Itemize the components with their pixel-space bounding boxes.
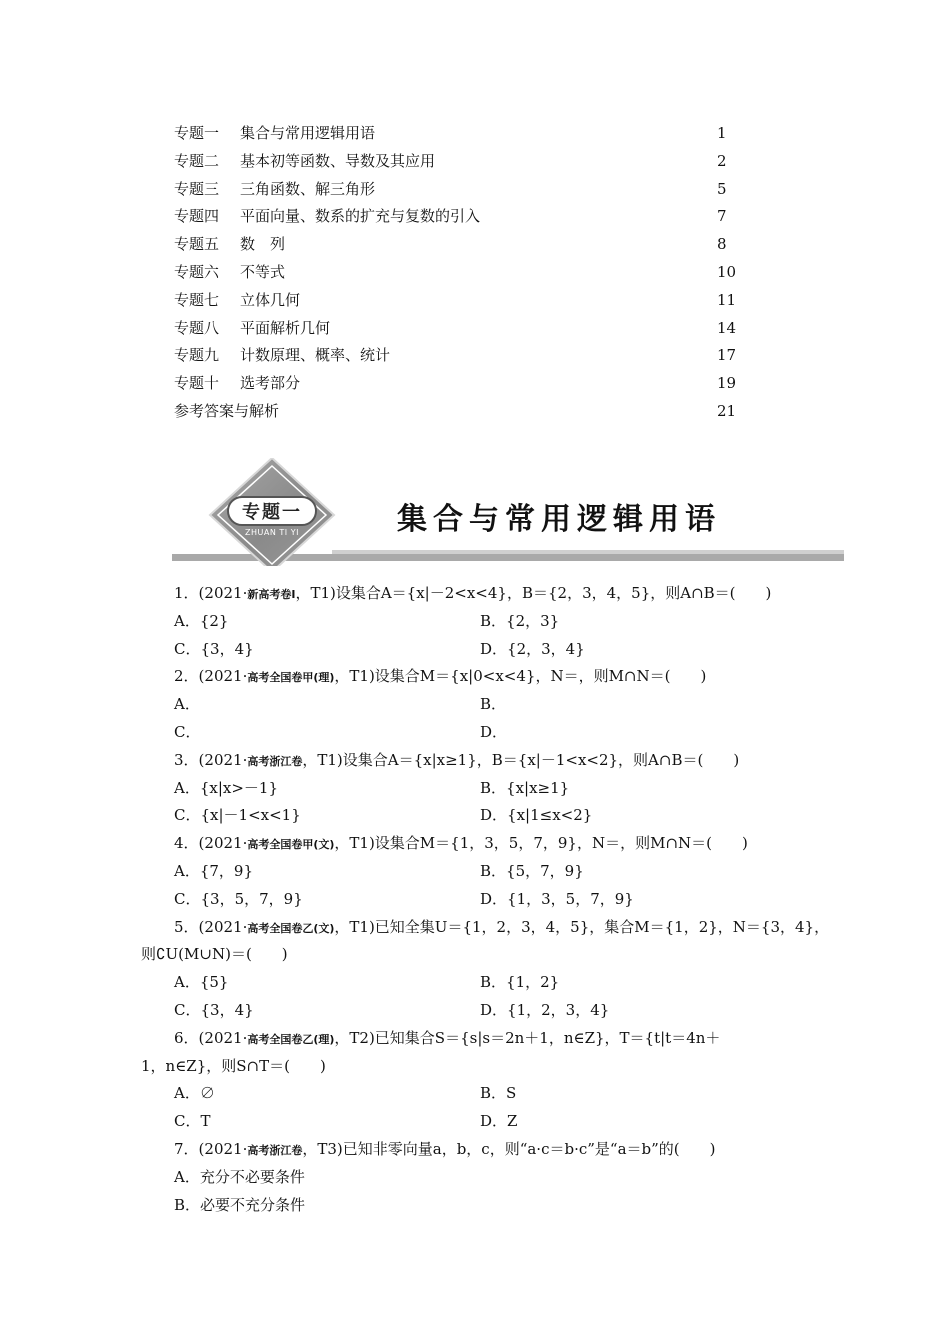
toc-row[interactable] xyxy=(174,259,744,287)
options-row xyxy=(141,1080,811,1108)
option-b[interactable]: B．{1，2} xyxy=(480,973,560,992)
banner-pinyin: ZHUAN TI YI xyxy=(245,528,299,537)
question-number: 4．(2021· xyxy=(174,834,248,853)
option-c[interactable]: C．T xyxy=(174,1112,211,1131)
toc-page: 14 xyxy=(717,318,737,337)
toc-title: 选考部分 xyxy=(240,374,301,393)
toc-title: 立体几何 xyxy=(240,290,301,309)
toc-row[interactable] xyxy=(174,315,744,343)
toc-row[interactable] xyxy=(174,148,744,176)
toc-row[interactable] xyxy=(174,342,744,370)
toc-label: 专题三 xyxy=(174,179,220,198)
options-row xyxy=(141,691,811,719)
question-number: 7．(2021· xyxy=(174,1139,248,1158)
banner-badge: 专题一 xyxy=(242,502,302,523)
question-source: 高考全国卷乙(理) xyxy=(247,1032,335,1046)
chapter-banner xyxy=(172,458,844,566)
question-stem xyxy=(141,1136,811,1164)
option-b[interactable]: B．{5，7，9} xyxy=(480,861,584,880)
toc-row[interactable] xyxy=(174,231,744,259)
option-c[interactable]: C．{3，4} xyxy=(174,1000,254,1019)
toc-title: 平面向量、数系的扩充与复数的引入 xyxy=(240,207,481,226)
question-stem-continued: 1，n∈Z}，则S∩T＝( ) xyxy=(141,1056,326,1075)
option-a[interactable]: A．∅ xyxy=(174,1084,215,1103)
options-row xyxy=(141,775,811,803)
options-row xyxy=(141,969,811,997)
banner-title: 集合与常用逻辑用语 xyxy=(397,502,721,537)
question-text: ，T1)已知全集U＝{1，2，3，4，5}，集合M＝{1，2}，N＝{3，4}， xyxy=(334,917,830,936)
question-stem-continued: 则∁U(M∪N)＝( ) xyxy=(141,945,288,964)
question-source: 新高考卷Ⅰ xyxy=(247,588,296,601)
option-d[interactable]: D．{x|1≤x<2} xyxy=(480,806,593,825)
table-of-contents xyxy=(174,120,744,426)
toc-page: 2 xyxy=(717,151,727,170)
toc-row[interactable] xyxy=(174,370,744,398)
toc-page: 21 xyxy=(717,401,737,420)
options-row xyxy=(141,608,811,636)
toc-row[interactable] xyxy=(174,176,744,204)
question-source: 高考全国卷甲(文) xyxy=(247,838,335,852)
option-d[interactable]: D．{2，3，4} xyxy=(480,639,585,658)
toc-page: 8 xyxy=(717,235,727,254)
toc-page: 5 xyxy=(717,179,727,198)
option-b[interactable]: B．S xyxy=(480,1084,517,1103)
question-number: 2．(2021· xyxy=(174,667,248,686)
toc-title: 计数原理、概率、统计 xyxy=(240,346,391,365)
option-a[interactable]: A．{x|x>－1} xyxy=(174,778,279,797)
toc-label: 专题一 xyxy=(174,124,220,142)
question-text: ，T1)设集合A＝{x|x≥1}，B＝{x|－1<x<2}，则A∩B＝( ) xyxy=(302,750,740,769)
toc-label: 专题四 xyxy=(174,207,220,226)
toc-label: 专题八 xyxy=(174,318,220,337)
toc-title: 集合与常用逻辑用语 xyxy=(240,124,376,142)
question-stem xyxy=(141,830,811,858)
question-number: 1．(2021· xyxy=(174,584,248,602)
options-row xyxy=(141,1164,811,1192)
toc-label: 参考答案与解析 xyxy=(174,401,280,420)
option-b[interactable]: B． xyxy=(480,695,507,714)
option-a[interactable]: A．{2} xyxy=(174,611,229,630)
question-text: ，T1)设集合M＝{1，3，5，7，9}，N＝，则M∩N＝( ) xyxy=(334,834,748,853)
option-c[interactable]: C．{x|－1<x<1} xyxy=(174,806,301,825)
toc-page: 10 xyxy=(717,262,737,281)
options-row xyxy=(141,997,811,1025)
options-row xyxy=(141,1192,811,1220)
toc-title: 基本初等函数、导数及其应用 xyxy=(240,151,436,170)
question-text: ，T1)设集合M＝{x|0<x<4}，N＝，则M∩N＝( ) xyxy=(334,667,707,686)
options-row xyxy=(141,886,811,914)
option-d[interactable]: D．Z xyxy=(480,1112,518,1131)
question-number: 3．(2021· xyxy=(174,750,248,769)
option-a[interactable]: A． xyxy=(174,695,200,714)
toc-page: 11 xyxy=(717,290,737,309)
options-row xyxy=(141,636,811,664)
question-source: 高考浙江卷 xyxy=(247,1143,303,1157)
toc-title: 不等式 xyxy=(240,262,286,281)
option-d[interactable]: D．{1，2，3，4} xyxy=(480,1000,610,1019)
question-list xyxy=(141,580,830,1219)
toc-label: 专题二 xyxy=(174,151,220,170)
option-a[interactable]: A．充分不必要条件 xyxy=(174,1167,305,1186)
options-row xyxy=(141,802,811,830)
question-source: 高考全国卷乙(文) xyxy=(247,921,335,935)
question-stem xyxy=(141,914,830,942)
toc-label: 专题七 xyxy=(174,290,220,309)
question-number: 5．(2021· xyxy=(174,917,248,936)
option-b[interactable]: B．{x|x≥1} xyxy=(480,778,570,797)
question-source: 高考全国卷甲(理) xyxy=(247,671,335,685)
option-c[interactable]: C．{3，5，7，9} xyxy=(174,889,303,908)
question-number: 6．(2021· xyxy=(174,1028,248,1047)
question-stem xyxy=(141,1025,811,1053)
option-d[interactable]: D．{1，3，5，7，9} xyxy=(480,889,634,908)
options-row xyxy=(141,719,811,747)
toc-label: 专题十 xyxy=(174,374,220,393)
option-b[interactable]: B．必要不充分条件 xyxy=(174,1195,306,1214)
option-c[interactable]: C． xyxy=(174,722,201,741)
toc-title: 数 列 xyxy=(240,235,286,254)
question-stem xyxy=(141,663,811,691)
toc-page: 7 xyxy=(717,207,727,226)
toc-row[interactable] xyxy=(174,120,744,148)
question-text: ，T3)已知非零向量a，b，c，则“a·c＝b·c”是“a＝b”的( ) xyxy=(302,1139,716,1158)
option-b[interactable]: B．{2，3} xyxy=(480,611,560,630)
toc-row[interactable] xyxy=(174,287,744,315)
toc-label: 专题六 xyxy=(174,262,220,281)
toc-title: 平面解析几何 xyxy=(240,318,331,337)
toc-page: 19 xyxy=(717,374,737,393)
toc-label: 专题五 xyxy=(174,235,220,254)
toc-page: 17 xyxy=(717,346,737,365)
toc-title: 三角函数、解三角形 xyxy=(240,179,376,198)
options-row xyxy=(141,1108,811,1136)
option-c[interactable]: C．{3，4} xyxy=(174,639,254,658)
toc-label: 专题九 xyxy=(174,346,220,365)
question-stem xyxy=(141,747,811,775)
question-stem xyxy=(141,580,811,608)
option-a[interactable]: A．{7，9} xyxy=(174,861,254,880)
options-row xyxy=(141,858,811,886)
toc-row[interactable] xyxy=(174,398,744,426)
question-text: ，T2)已知集合S＝{s|s＝2n＋1，n∈Z}，T＝{t|t＝4n＋ xyxy=(334,1028,721,1047)
option-a[interactable]: A．{5} xyxy=(174,973,229,992)
toc-row[interactable] xyxy=(174,203,744,231)
question-source: 高考浙江卷 xyxy=(247,754,303,768)
toc-page: 1 xyxy=(717,124,727,142)
option-d[interactable]: D． xyxy=(480,722,508,741)
question-text: ，T1)设集合A＝{x|－2<x<4}，B＝{2，3，4，5}，则A∩B＝( ) xyxy=(295,584,772,602)
